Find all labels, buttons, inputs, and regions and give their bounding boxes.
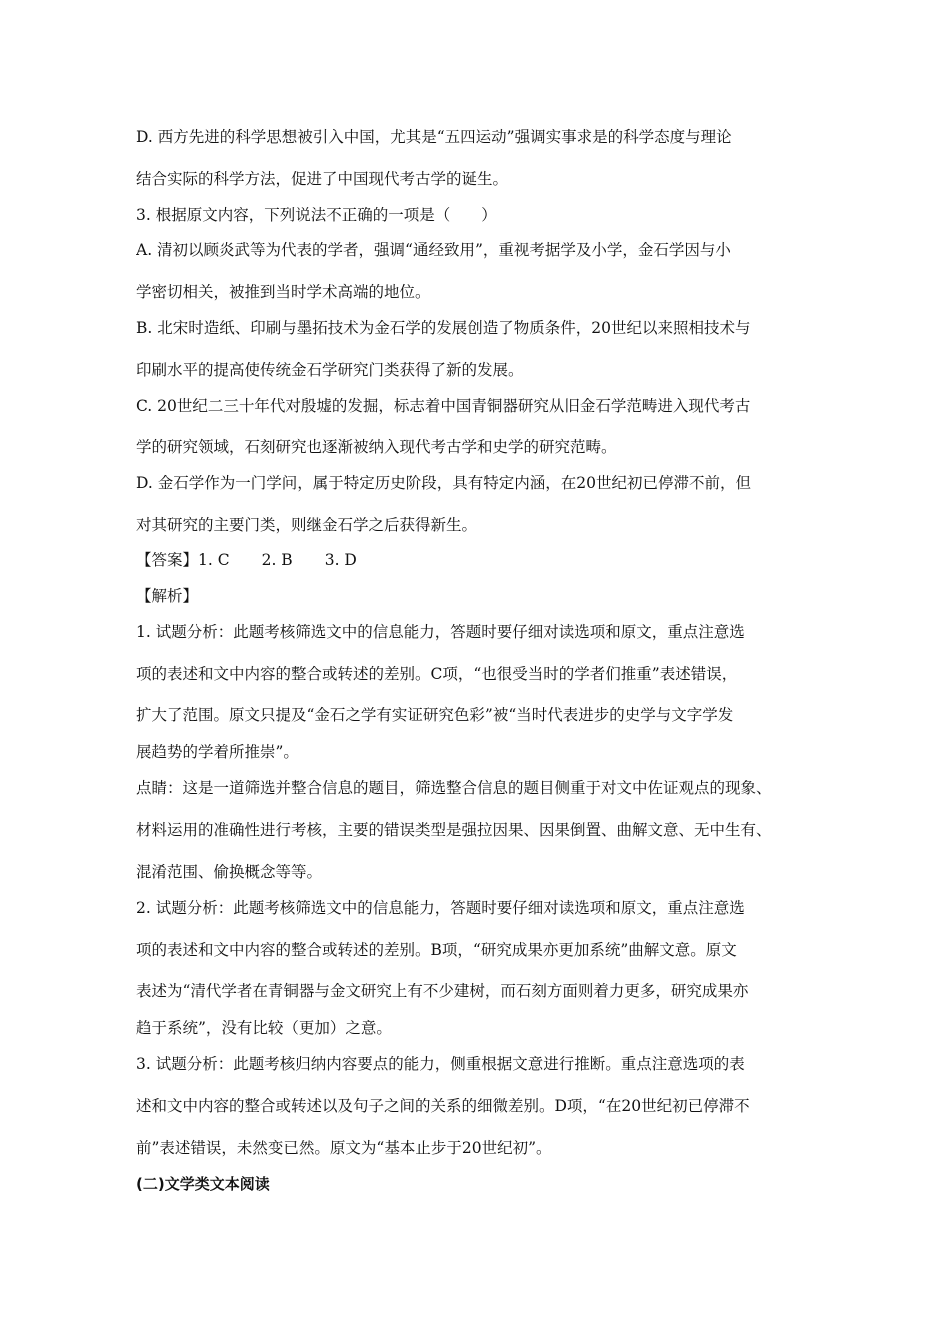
pointer-line-1: 点睛：这是一道筛选并整合信息的题目，筛选整合信息的题目侧重于对文中佐证观点的现象、 — [136, 779, 772, 797]
option-d-line-1: D. 西方先进的科学思想被引入中国，尤其是“五四运动”强调实事求是的科学态度与理论 — [136, 128, 732, 146]
q3-option-a-line-2: 学密切相关，被推到当时学术高端的地位。 — [136, 283, 431, 301]
analysis-2-line-4: 趋于系统”，没有比较（更加）之意。 — [136, 1019, 392, 1037]
answer-label: 【答案】 — [136, 551, 199, 569]
analysis-3-line-1: 3. 试题分析：此题考核归纳内容要点的能力，侧重根据文意进行推断。重点注意选项的表 — [136, 1055, 745, 1073]
analysis-2-line-2: 项的表述和文中内容的整合或转述的差别。B项，“研究成果亦更加系统”曲解文意。原文 — [136, 941, 737, 959]
q3-option-d-line-2: 对其研究的主要门类，则继金石学之后获得新生。 — [136, 516, 478, 534]
analysis-1-line-3: 扩大了范围。原文只提及“金石之学有实证研究色彩”被“当时代表进步的史学与文字学发 — [136, 706, 734, 724]
answer-3: 3. D — [324, 551, 357, 569]
answer-1: 1. C — [198, 551, 230, 569]
analysis-1-line-2: 项的表述和文中内容的整合或转述的差别。C项，“也很受当时的学者们推重”表述错误， — [136, 665, 738, 683]
pointer-line-2: 材料运用的准确性进行考核，主要的错误类型是强拉因果、因果倒置、曲解文意、无中生有、 — [136, 821, 772, 839]
analysis-label: 【解析】 — [136, 587, 199, 605]
pointer-line-3: 混淆范围、偷换概念等等。 — [136, 863, 323, 881]
q3-option-c-line-2: 学的研究领域，石刻研究也逐渐被纳入现代考古学和史学的研究范畴。 — [136, 438, 617, 456]
question-3: 3. 根据原文内容，下列说法不正确的一项是（ ） — [136, 206, 497, 224]
q3-option-b-line-1: B. 北宋时造纸、印刷与墨拓技术为金石学的发展创造了物质条件，20世纪以来照相技术与 — [136, 319, 751, 337]
analysis-1-line-4: 展趋势的学着所推崇”。 — [136, 743, 299, 761]
q3-option-c-line-1: C. 20世纪二三十年代对殷墟的发掘，标志着中国青铜器研究从旧金石学范畴进入现代考古 — [136, 397, 751, 415]
option-d-line-2: 结合实际的科学方法，促进了中国现代考古学的诞生。 — [136, 170, 509, 188]
section-heading: (二)文学类文本阅读 — [136, 1175, 270, 1193]
q3-option-b-line-2: 印刷水平的提高使传统金石学研究门类获得了新的发展。 — [136, 361, 524, 379]
analysis-2-line-3: 表述为“清代学者在青铜器与金文研究上有不少建树，而石刻方面则着力更多，研究成果亦 — [136, 982, 749, 1000]
q3-option-a-line-1: A. 清初以顾炎武等为代表的学者，强调“通经致用”，重视考据学及小学，金石学因与小 — [136, 241, 731, 259]
q3-option-d-line-1: D. 金石学作为一门学问，属于特定历史阶段，具有特定内涵，在20世纪初已停滞不前，但 — [136, 474, 751, 492]
analysis-2-line-1: 2. 试题分析：此题考核筛选文中的信息能力，答题时要仔细对读选项和原文，重点注意选 — [136, 899, 745, 917]
analysis-3-line-2: 述和文中内容的整合或转述以及句子之间的关系的细微差别。D项，“在20世纪初已停滞不 — [136, 1097, 750, 1115]
analysis-3-line-3: 前”表述错误，未然变已然。原文为“基本止步于20世纪初”。 — [136, 1139, 552, 1157]
answer-line — [136, 550, 836, 570]
answer-2: 2. B — [261, 551, 293, 569]
analysis-1-line-1: 1. 试题分析：此题考核筛选文中的信息能力，答题时要仔细对读选项和原文，重点注意选 — [136, 623, 745, 641]
